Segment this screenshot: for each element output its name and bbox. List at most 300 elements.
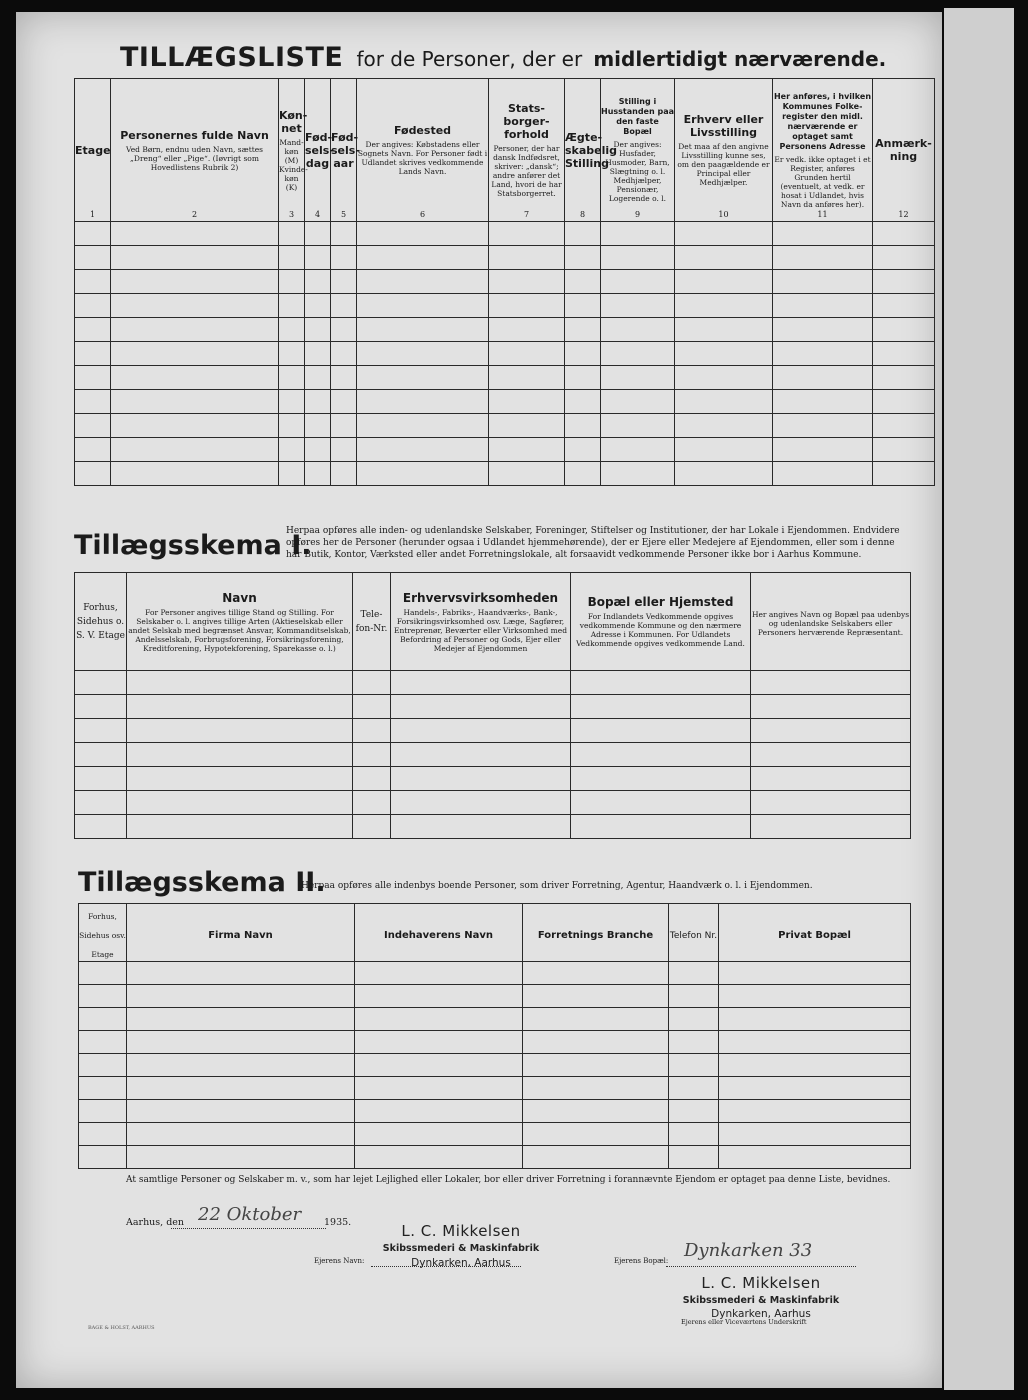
table1-row bbox=[75, 270, 935, 294]
table1-row bbox=[75, 294, 935, 318]
schema1-cell[interactable] bbox=[751, 791, 911, 815]
schema2-cell[interactable] bbox=[127, 1123, 355, 1146]
table1-cell[interactable] bbox=[305, 318, 331, 342]
table1-cell[interactable] bbox=[675, 318, 773, 342]
table1-cell[interactable] bbox=[111, 342, 279, 366]
title-bold: midlertidigt nærværende. bbox=[593, 47, 887, 71]
table1-cell[interactable] bbox=[873, 318, 935, 342]
schema1-cell[interactable] bbox=[127, 671, 353, 695]
table1-cell[interactable] bbox=[331, 462, 357, 486]
table1-cell[interactable] bbox=[357, 270, 489, 294]
signature-label: Ejerens eller Viceværtens Underskrift bbox=[681, 1318, 807, 1326]
schema2-cell[interactable] bbox=[79, 1146, 127, 1169]
certification-text: At samtlige Personer og Selskaber m. v., som har lejet Lejlighed eller Lokaler, bor eller driver Forretning i forannævnte Ejendom er optaget paa denne Liste, bevidnes. bbox=[126, 1175, 891, 1185]
table1-col-number: 5 bbox=[340, 210, 347, 219]
table1-cell[interactable] bbox=[279, 222, 305, 246]
table1-cell[interactable] bbox=[489, 366, 565, 390]
schema1-body bbox=[75, 671, 911, 839]
schema2-cell[interactable] bbox=[719, 1123, 911, 1146]
table1-col-header bbox=[357, 79, 489, 222]
schema2-cell[interactable] bbox=[355, 1123, 523, 1146]
table1-cell[interactable] bbox=[75, 438, 111, 462]
schema2-row bbox=[79, 962, 911, 985]
schema2-cell[interactable] bbox=[127, 1100, 355, 1123]
schema1-intro: Herpaa opføres alle inden- og udenlandske Selskaber, Foreninger, Stiftelser og Institutioner, der har Lokale i Ejendommen. Endvidere opføres her de Personer (herunder ogsaa i Udlandet hjemmehørende), der er Ejere eller Medejere af Ejendommen, eller som i denne har Butik, Kontor, Værksted eller andet Forretningslokale, alt forsaavidt vedkommende Personer ikke bor i Aarhus Kommune. bbox=[286, 526, 900, 560]
schema2-cell[interactable] bbox=[355, 1054, 523, 1077]
table1-col-note: Ved Børn, endnu uden Navn, sættes „Dreng“ eller „Pige“. (Iøvrigt som Hovedlistens Rubrik 2) bbox=[125, 144, 264, 172]
table1-row bbox=[75, 366, 935, 390]
table1-cell[interactable] bbox=[279, 294, 305, 318]
schema2-cell[interactable] bbox=[669, 1100, 719, 1123]
table1-cell[interactable] bbox=[601, 366, 675, 390]
table1-col-number: 12 bbox=[898, 210, 909, 219]
schema1-cell[interactable] bbox=[75, 695, 127, 719]
date-line bbox=[171, 1228, 326, 1229]
table1-cell[interactable] bbox=[773, 342, 873, 366]
owner-address-line bbox=[666, 1266, 856, 1267]
schema2-cell[interactable] bbox=[523, 985, 669, 1008]
table1-cell[interactable] bbox=[357, 414, 489, 438]
schema2-cell[interactable] bbox=[669, 1123, 719, 1146]
table1-cell[interactable] bbox=[675, 294, 773, 318]
table1-col-label: Stilling i Husstanden paa den faste Bopæl bbox=[601, 97, 674, 136]
schema1-col-label: Forhus, Sidehus o. S. V. Etage bbox=[76, 602, 125, 641]
table1-col-label: Stats-borger-forhold bbox=[503, 102, 550, 141]
schema1-header-row bbox=[75, 573, 911, 671]
schema2-row bbox=[79, 1100, 911, 1123]
table1-col-note: Det maa af den angivne Livsstilling kunne ses, om den paagældende er Principal eller Medhjælper. bbox=[677, 142, 770, 187]
table1-cell[interactable] bbox=[279, 246, 305, 270]
table1-cell[interactable] bbox=[773, 462, 873, 486]
table1-row bbox=[75, 342, 935, 366]
table1-cell[interactable] bbox=[357, 438, 489, 462]
table1-row bbox=[75, 318, 935, 342]
schema1-cell[interactable] bbox=[353, 767, 391, 791]
table1-col-label: Fød-sels-dag bbox=[305, 130, 334, 170]
schema2-col-label: Firma Navn bbox=[208, 930, 273, 941]
table1-cell[interactable] bbox=[675, 366, 773, 390]
schema2-cell[interactable] bbox=[669, 1054, 719, 1077]
table1-cell[interactable] bbox=[873, 438, 935, 462]
table1-row bbox=[75, 390, 935, 414]
schema2-cell[interactable] bbox=[127, 1031, 355, 1054]
schema1-cell[interactable] bbox=[127, 767, 353, 791]
schema1-cell[interactable] bbox=[571, 791, 751, 815]
table1-cell[interactable] bbox=[279, 342, 305, 366]
table1-col-number: 11 bbox=[817, 210, 828, 219]
table1-cell[interactable] bbox=[305, 438, 331, 462]
table1-cell[interactable] bbox=[305, 366, 331, 390]
document-page bbox=[16, 12, 942, 1388]
table1-cell[interactable] bbox=[305, 294, 331, 318]
schema2-cell[interactable] bbox=[719, 1054, 911, 1077]
schema1-cell[interactable] bbox=[751, 695, 911, 719]
table1-cell[interactable] bbox=[873, 390, 935, 414]
schema2-cell[interactable] bbox=[669, 985, 719, 1008]
schema1-col-header bbox=[751, 573, 911, 671]
table1-cell[interactable] bbox=[601, 318, 675, 342]
table1-cell[interactable] bbox=[773, 246, 873, 270]
schema2-cell[interactable] bbox=[669, 1077, 719, 1100]
table1-cell[interactable] bbox=[489, 414, 565, 438]
schema1-cell[interactable] bbox=[127, 815, 353, 839]
schema2-cell[interactable] bbox=[719, 1100, 911, 1123]
schema2-cell[interactable] bbox=[127, 1054, 355, 1077]
schema1-cell[interactable] bbox=[751, 767, 911, 791]
table1-cell[interactable] bbox=[873, 414, 935, 438]
table1-col-header bbox=[873, 79, 935, 222]
table1-col-header bbox=[489, 79, 565, 222]
schema2-col-header bbox=[719, 904, 911, 962]
schema2-cell[interactable] bbox=[719, 1031, 911, 1054]
table1-col-number: 9 bbox=[634, 210, 641, 219]
table1-cell[interactable] bbox=[489, 462, 565, 486]
table1-cell[interactable] bbox=[773, 318, 873, 342]
table1-cell[interactable] bbox=[331, 438, 357, 462]
table1-cell[interactable] bbox=[111, 438, 279, 462]
table1-cell[interactable] bbox=[357, 366, 489, 390]
schema2-col-label: Forretnings Branche bbox=[537, 930, 654, 941]
table1-cell[interactable] bbox=[773, 390, 873, 414]
table1-cell[interactable] bbox=[565, 414, 601, 438]
schema2-cell[interactable] bbox=[355, 962, 523, 985]
schema2-cell[interactable] bbox=[127, 962, 355, 985]
schema2-row bbox=[79, 985, 911, 1008]
schema2-cell[interactable] bbox=[355, 1146, 523, 1169]
schema1-cell[interactable] bbox=[391, 767, 571, 791]
table1-cell[interactable] bbox=[489, 342, 565, 366]
schema1-title: Tillægsskema I. bbox=[74, 530, 312, 561]
table1-cell[interactable] bbox=[773, 414, 873, 438]
table1-cell[interactable] bbox=[489, 318, 565, 342]
table1-cell[interactable] bbox=[279, 318, 305, 342]
table1-cell[interactable] bbox=[489, 222, 565, 246]
schema1-cell[interactable] bbox=[751, 671, 911, 695]
table1-cell[interactable] bbox=[489, 246, 565, 270]
table1-col-number: 6 bbox=[419, 210, 426, 219]
schema2-cell[interactable] bbox=[355, 1100, 523, 1123]
schema1-cell[interactable] bbox=[353, 671, 391, 695]
table1-cell[interactable] bbox=[75, 222, 111, 246]
schema1-cell[interactable] bbox=[353, 791, 391, 815]
table1-cell[interactable] bbox=[565, 294, 601, 318]
schema2-cell[interactable] bbox=[127, 1077, 355, 1100]
table1-col-note: Mand-køn (M) Kvinde-køn (K) bbox=[279, 137, 308, 192]
schema2-cell[interactable] bbox=[523, 1031, 669, 1054]
schema1-cell[interactable] bbox=[75, 791, 127, 815]
table1-col-label: Fød-sels-aar bbox=[331, 130, 360, 170]
schema1-row bbox=[75, 791, 911, 815]
schema2-cell[interactable] bbox=[719, 962, 911, 985]
table1-cell[interactable] bbox=[565, 270, 601, 294]
table1-cell[interactable] bbox=[305, 246, 331, 270]
table1-cell[interactable] bbox=[331, 294, 357, 318]
stamp-line-3: Dynkarken, Aarhus bbox=[411, 1257, 511, 1269]
schema2-col-header bbox=[523, 904, 669, 962]
schema2-cell[interactable] bbox=[523, 1123, 669, 1146]
table1-cell[interactable] bbox=[773, 294, 873, 318]
schema1-cell[interactable] bbox=[751, 815, 911, 839]
table1-cell[interactable] bbox=[357, 462, 489, 486]
table1-cell[interactable] bbox=[489, 438, 565, 462]
schema1-cell[interactable] bbox=[353, 695, 391, 719]
schema1-cell[interactable] bbox=[391, 695, 571, 719]
schema2-cell[interactable] bbox=[523, 1008, 669, 1031]
table1-cell[interactable] bbox=[873, 366, 935, 390]
schema2-cell[interactable] bbox=[719, 1146, 911, 1169]
table1-cell[interactable] bbox=[279, 414, 305, 438]
table1-col-label: Køn-net bbox=[279, 108, 308, 135]
table1-cell[interactable] bbox=[75, 246, 111, 270]
table1-cell[interactable] bbox=[565, 246, 601, 270]
schema1-cell[interactable] bbox=[391, 719, 571, 743]
schema2-cell[interactable] bbox=[127, 1008, 355, 1031]
table1-cell[interactable] bbox=[111, 366, 279, 390]
table1-cell[interactable] bbox=[331, 342, 357, 366]
table1-cell[interactable] bbox=[305, 414, 331, 438]
table1-cell[interactable] bbox=[331, 366, 357, 390]
table1-cell[interactable] bbox=[489, 270, 565, 294]
table1-cell[interactable] bbox=[75, 390, 111, 414]
schema1-cell[interactable] bbox=[751, 743, 911, 767]
table1-cell[interactable] bbox=[111, 222, 279, 246]
table1-col-note: Er vedk. ikke optaget i et Register, anføres Grunden hertil (eventuelt, at vedk. er hosat i Udlandet, hvis Navn da anføres her). bbox=[774, 154, 871, 209]
table1-cell[interactable] bbox=[331, 270, 357, 294]
table1-cell[interactable] bbox=[331, 414, 357, 438]
schema2-cell[interactable] bbox=[719, 1008, 911, 1031]
table1-cell[interactable] bbox=[75, 270, 111, 294]
table1-cell[interactable] bbox=[675, 462, 773, 486]
schema1-cell[interactable] bbox=[571, 815, 751, 839]
schema1-cell[interactable] bbox=[127, 743, 353, 767]
table1-cell[interactable] bbox=[675, 414, 773, 438]
schema2-cell[interactable] bbox=[79, 1054, 127, 1077]
schema2-cell[interactable] bbox=[355, 985, 523, 1008]
table1-col-label: Fødested bbox=[393, 124, 452, 137]
schema2-row bbox=[79, 1077, 911, 1100]
schema2-cell[interactable] bbox=[79, 1077, 127, 1100]
schema2-cell[interactable] bbox=[79, 1031, 127, 1054]
table1-col-note: Personer, der har dansk Indfødsret, skriver: „dansk“; andre anfører det Land, hvori de har Statsborgerret. bbox=[491, 144, 562, 198]
schema2-cell[interactable] bbox=[355, 1077, 523, 1100]
table1-cell[interactable] bbox=[565, 462, 601, 486]
table1-cell[interactable] bbox=[675, 438, 773, 462]
table1-cell[interactable] bbox=[75, 294, 111, 318]
schema1-cell[interactable] bbox=[127, 791, 353, 815]
table1-cell[interactable] bbox=[601, 414, 675, 438]
table1-col-header bbox=[279, 79, 308, 222]
table1-cell[interactable] bbox=[331, 222, 357, 246]
table1-col-label: Erhverv eller Livsstilling bbox=[683, 113, 764, 139]
schema1-cell[interactable] bbox=[571, 767, 751, 791]
table1-col-note: Der angives: Husfader, Husmoder, Barn, Slægtning o. l. Medhjælper, Pensionær, Logerende o. l. bbox=[605, 140, 670, 203]
schema1-cell[interactable] bbox=[391, 743, 571, 767]
schema1-cell[interactable] bbox=[75, 719, 127, 743]
table1-cell[interactable] bbox=[305, 390, 331, 414]
table1-cell[interactable] bbox=[873, 246, 935, 270]
schema2-cell[interactable] bbox=[79, 1100, 127, 1123]
table1-cell[interactable] bbox=[565, 342, 601, 366]
table1-cell[interactable] bbox=[75, 462, 111, 486]
schema1-cell[interactable] bbox=[75, 767, 127, 791]
schema1-col-label: Tele-fon-Nr. bbox=[355, 609, 388, 634]
table1-cell[interactable] bbox=[601, 270, 675, 294]
table1-cell[interactable] bbox=[279, 462, 305, 486]
schema2-row bbox=[79, 1008, 911, 1031]
table1-cell[interactable] bbox=[75, 366, 111, 390]
schema1-cell[interactable] bbox=[571, 671, 751, 695]
table1-cell[interactable] bbox=[601, 390, 675, 414]
table1-cell[interactable] bbox=[305, 270, 331, 294]
table1-cell[interactable] bbox=[675, 270, 773, 294]
schema1-cell[interactable] bbox=[571, 743, 751, 767]
schema1-cell[interactable] bbox=[127, 695, 353, 719]
schema2-cell[interactable] bbox=[523, 1100, 669, 1123]
schema2-cell[interactable] bbox=[127, 1146, 355, 1169]
table1-cell[interactable] bbox=[601, 342, 675, 366]
table1-cell[interactable] bbox=[279, 390, 305, 414]
stamp-line-2: Skibssmederi & Maskinfabrik bbox=[382, 1243, 540, 1254]
table1-cell[interactable] bbox=[675, 390, 773, 414]
schema1-cell[interactable] bbox=[75, 815, 127, 839]
table1-cell[interactable] bbox=[601, 294, 675, 318]
table1-cell[interactable] bbox=[873, 270, 935, 294]
table1-cell[interactable] bbox=[331, 390, 357, 414]
table1-cell[interactable] bbox=[601, 222, 675, 246]
schema2-cell[interactable] bbox=[669, 962, 719, 985]
schema2-cell[interactable] bbox=[669, 1031, 719, 1054]
table1-cell[interactable] bbox=[773, 366, 873, 390]
schema2-cell[interactable] bbox=[523, 962, 669, 985]
schema2-cell[interactable] bbox=[523, 1077, 669, 1100]
schema1-cell[interactable] bbox=[751, 719, 911, 743]
table1-cell[interactable] bbox=[565, 318, 601, 342]
table1-cell[interactable] bbox=[111, 318, 279, 342]
table1-cell[interactable] bbox=[773, 438, 873, 462]
table1-cell[interactable] bbox=[565, 438, 601, 462]
table1-cell[interactable] bbox=[357, 318, 489, 342]
table1-cell[interactable] bbox=[357, 294, 489, 318]
schema1-row bbox=[75, 767, 911, 791]
table1-cell[interactable] bbox=[75, 342, 111, 366]
schema1-row bbox=[75, 743, 911, 767]
table1-cell[interactable] bbox=[565, 366, 601, 390]
table1-cell[interactable] bbox=[489, 390, 565, 414]
table1-cell[interactable] bbox=[675, 342, 773, 366]
schema2-cell[interactable] bbox=[719, 1077, 911, 1100]
table1-cell[interactable] bbox=[279, 438, 305, 462]
table1-cell[interactable] bbox=[601, 462, 675, 486]
schema1-cell[interactable] bbox=[571, 719, 751, 743]
schema2-cell[interactable] bbox=[127, 985, 355, 1008]
table1-cell[interactable] bbox=[675, 246, 773, 270]
table1-cell[interactable] bbox=[489, 294, 565, 318]
table1-cell[interactable] bbox=[305, 462, 331, 486]
schema2-cell[interactable] bbox=[79, 985, 127, 1008]
title-main: TILLÆGSLISTE bbox=[120, 42, 344, 73]
schema2-cell[interactable] bbox=[669, 1146, 719, 1169]
table1-cell[interactable] bbox=[111, 270, 279, 294]
schema2-cell[interactable] bbox=[523, 1054, 669, 1077]
schema1-cell[interactable] bbox=[353, 743, 391, 767]
table1-cell[interactable] bbox=[873, 342, 935, 366]
table1-cell[interactable] bbox=[357, 390, 489, 414]
schema2-col-label: Forhus, Sidehus osv. Etage bbox=[79, 912, 126, 959]
table1-col-header bbox=[331, 79, 360, 222]
table1-cell[interactable] bbox=[331, 246, 357, 270]
schema2-row bbox=[79, 1146, 911, 1169]
schema2-cell[interactable] bbox=[355, 1031, 523, 1054]
table1-cell[interactable] bbox=[357, 342, 489, 366]
table1-cell[interactable] bbox=[565, 222, 601, 246]
table1-cell[interactable] bbox=[873, 294, 935, 318]
schema2-col-header bbox=[355, 904, 523, 962]
table1-cell[interactable] bbox=[279, 366, 305, 390]
table1-col-number: 3 bbox=[288, 210, 295, 219]
schema2-cell[interactable] bbox=[79, 962, 127, 985]
table1-cell[interactable] bbox=[75, 318, 111, 342]
schema2-cell[interactable] bbox=[355, 1008, 523, 1031]
table1-cell[interactable] bbox=[675, 222, 773, 246]
schema2-cell[interactable] bbox=[79, 1008, 127, 1031]
table1-cell[interactable] bbox=[111, 462, 279, 486]
schema2-col-header bbox=[79, 904, 127, 962]
table1-col-label: Personernes fulde Navn bbox=[120, 128, 269, 142]
schema1-cell[interactable] bbox=[127, 719, 353, 743]
schema1-cell[interactable] bbox=[391, 671, 571, 695]
table1-col-number: 4 bbox=[314, 210, 321, 219]
table1-cell[interactable] bbox=[357, 246, 489, 270]
table1-cell[interactable] bbox=[111, 390, 279, 414]
table1-cell[interactable] bbox=[565, 390, 601, 414]
schema2-cell[interactable] bbox=[79, 1123, 127, 1146]
table1-cell[interactable] bbox=[279, 270, 305, 294]
adjacent-page-edge bbox=[944, 8, 1014, 1390]
schema2-cell[interactable] bbox=[669, 1008, 719, 1031]
table1-cell[interactable] bbox=[601, 438, 675, 462]
table1-cell[interactable] bbox=[873, 222, 935, 246]
table1-cell[interactable] bbox=[111, 246, 279, 270]
schema1-cell[interactable] bbox=[353, 815, 391, 839]
table1-cell[interactable] bbox=[305, 342, 331, 366]
schema1-col-header bbox=[353, 573, 391, 671]
stamp-line-1: L. C. Mikkelsen bbox=[401, 1222, 521, 1240]
schema1-cell[interactable] bbox=[571, 695, 751, 719]
table1-cell[interactable] bbox=[305, 222, 331, 246]
schema2-body bbox=[79, 962, 911, 1169]
schema1-cell[interactable] bbox=[75, 671, 127, 695]
printer-imprint: BAGE & HOLST, AARHUS bbox=[88, 1325, 155, 1331]
table1-cell[interactable] bbox=[357, 222, 489, 246]
schema1-cell[interactable] bbox=[353, 719, 391, 743]
table1-cell[interactable] bbox=[75, 414, 111, 438]
schema2-cell[interactable] bbox=[523, 1146, 669, 1169]
schema1-cell[interactable] bbox=[391, 815, 571, 839]
table1-cell[interactable] bbox=[773, 270, 873, 294]
table1-cell[interactable] bbox=[773, 222, 873, 246]
schema2-cell[interactable] bbox=[719, 985, 911, 1008]
table1-cell[interactable] bbox=[111, 414, 279, 438]
table1-cell[interactable] bbox=[601, 246, 675, 270]
table1-cell[interactable] bbox=[331, 318, 357, 342]
date-place-label: Aarhus, den bbox=[126, 1217, 185, 1228]
schema1-table bbox=[74, 572, 911, 839]
schema1-cell[interactable] bbox=[391, 791, 571, 815]
table1-col-header bbox=[675, 79, 773, 222]
table1-cell[interactable] bbox=[873, 462, 935, 486]
table1-cell[interactable] bbox=[111, 294, 279, 318]
schema1-cell[interactable] bbox=[75, 743, 127, 767]
